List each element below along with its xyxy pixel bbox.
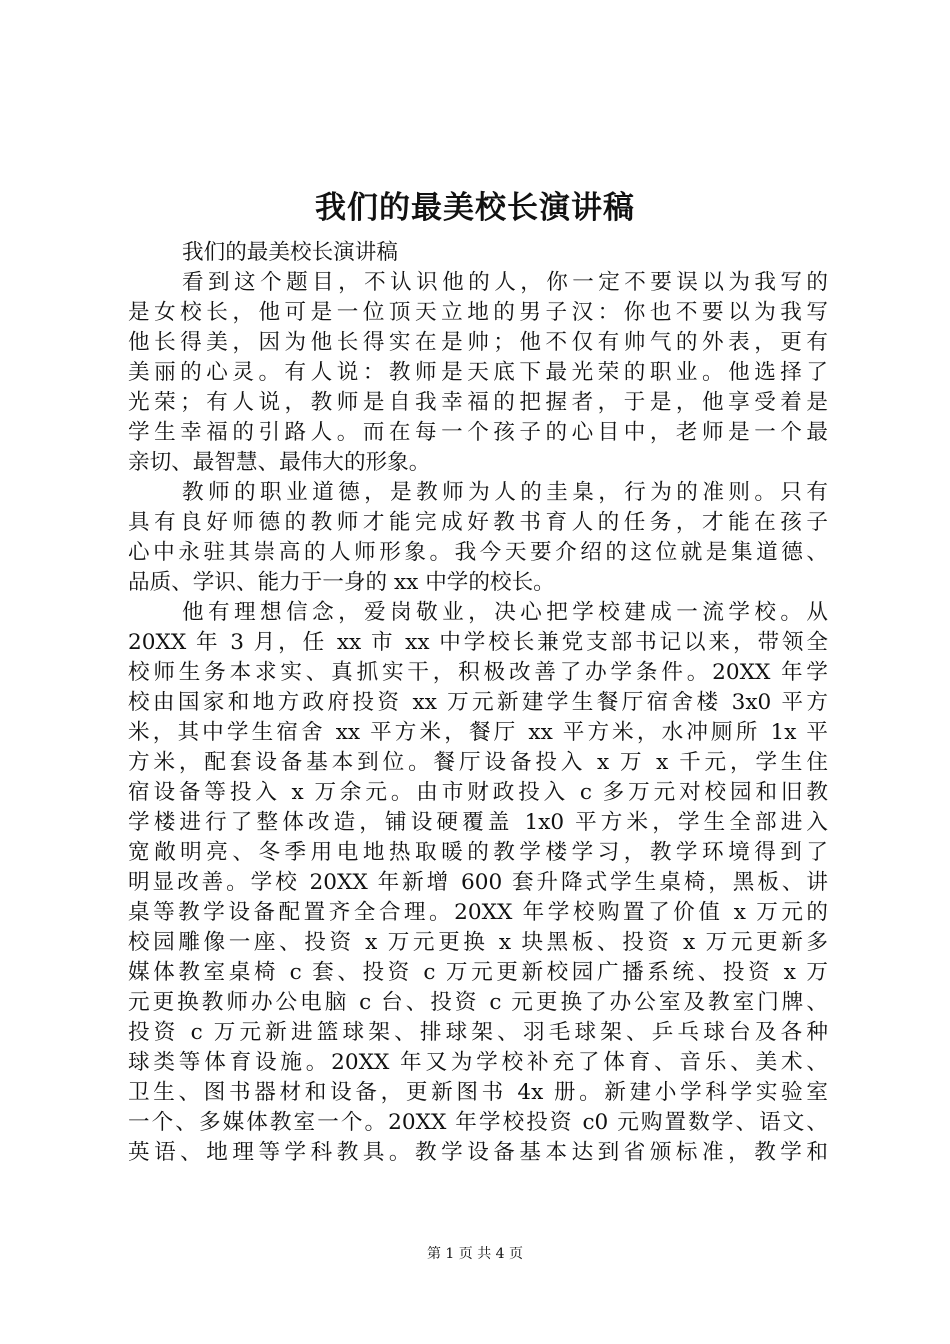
text-line: 英语、地理等学科教具。教学设备基本达到省颁标准，教学和 [128,1140,828,1165]
text-line: 20XX 年 3 月，任 xx 市 xx 中学校长兼党支部书记以来，带领全 [128,630,828,655]
text-line: 明显改善。学校 20XX 年新增 600 套升降式学生桌椅，黑板、讲 [128,870,828,895]
text-line: 媒体教室桌椅 c 套、投资 c 万元更新校园广播系统、投资 x 万 [128,960,828,985]
text-line: 具有良好师德的教师才能完成好教书育人的任务，才能在孩子 [128,510,828,535]
text-line: 我们的最美校长演讲稿 [182,240,398,265]
text-line: 学生幸福的引路人。而在每一个孩子的心目中，老师是一个最 [128,420,828,445]
document-title: 我们的最美校长演讲稿 [315,190,635,226]
text-line: 学楼进行了整体改造，铺设硬覆盖 1x0 平方米，学生全部进入 [128,810,828,835]
text-line: 米，其中学生宿舍 xx 平方米，餐厅 xx 平方米，水冲厕所 1x 平 [128,720,828,745]
text-line: 看到这个题目，不认识他的人，你一定不要误以为我写的 [182,270,828,295]
text-line: 一个、多媒体教室一个。20XX 年学校投资 c0 元购置数学、语文、 [128,1110,828,1135]
text-line: 宿设备等投入 x 万余元。由市财政投入 c 多万元对校园和旧教 [128,780,828,805]
text-line: 校师生务本求实、真抓实干，积极改善了办学条件。20XX 年学 [128,660,828,685]
text-line: 球类等体育设施。20XX 年又为学校补充了体育、音乐、美术、 [128,1050,828,1075]
text-line: 美丽的心灵。有人说：教师是天底下最光荣的职业。他选择了 [128,360,828,385]
text-line: 校园雕像一座、投资 x 万元更换 x 块黑板、投资 x 万元更新多 [128,930,828,955]
document-body [128,238,828,1168]
text-line: 心中永驻其崇高的人师形象。我今天要介绍的这位就是集道德、 [128,540,828,565]
text-line: 教师的职业道德，是教师为人的圭臬，行为的准则。只有 [182,480,828,505]
text-line: 品质、学识、能力于一身的 xx 中学的校长。 [128,570,555,595]
text-line: 他长得美，因为他长得实在是帅；他不仅有帅气的外表，更有 [128,330,828,355]
text-line: 元更换教师办公电脑 c 台、投资 c 元更换了办公室及教室门牌、 [128,990,828,1015]
text-line: 校由国家和地方政府投资 xx 万元新建学生餐厅宿舍楼 3x0 平方 [128,690,828,715]
text-line: 光荣；有人说，教师是自我幸福的把握者，于是，他享受着是 [128,390,828,415]
text-line: 桌等教学设备配置齐全合理。20XX 年学校购置了价值 x 万元的 [128,900,828,925]
text-line: 宽敞明亮、冬季用电地热取暖的教学楼学习，教学环境得到了 [128,840,828,865]
text-line: 他有理想信念，爱岗敬业，决心把学校建成一流学校。从 [182,600,828,625]
text-line: 亲切、最智慧、最伟大的形象。 [128,450,431,475]
text-line: 是女校长，他可是一位顶天立地的男子汉：你也不要以为我写 [128,300,828,325]
text-line: 投资 c 万元新进篮球架、排球架、羽毛球架、乒乓球台及各种 [128,1020,828,1045]
page-footer: 第 1 页 共 4 页 [426,1246,524,1262]
text-line: 卫生、图书器材和设备，更新图书 4x 册。新建小学科学实验室 [128,1080,828,1105]
text-line: 方米，配套设备基本到位。餐厅设备投入 x 万 x 千元，学生住 [128,750,828,775]
